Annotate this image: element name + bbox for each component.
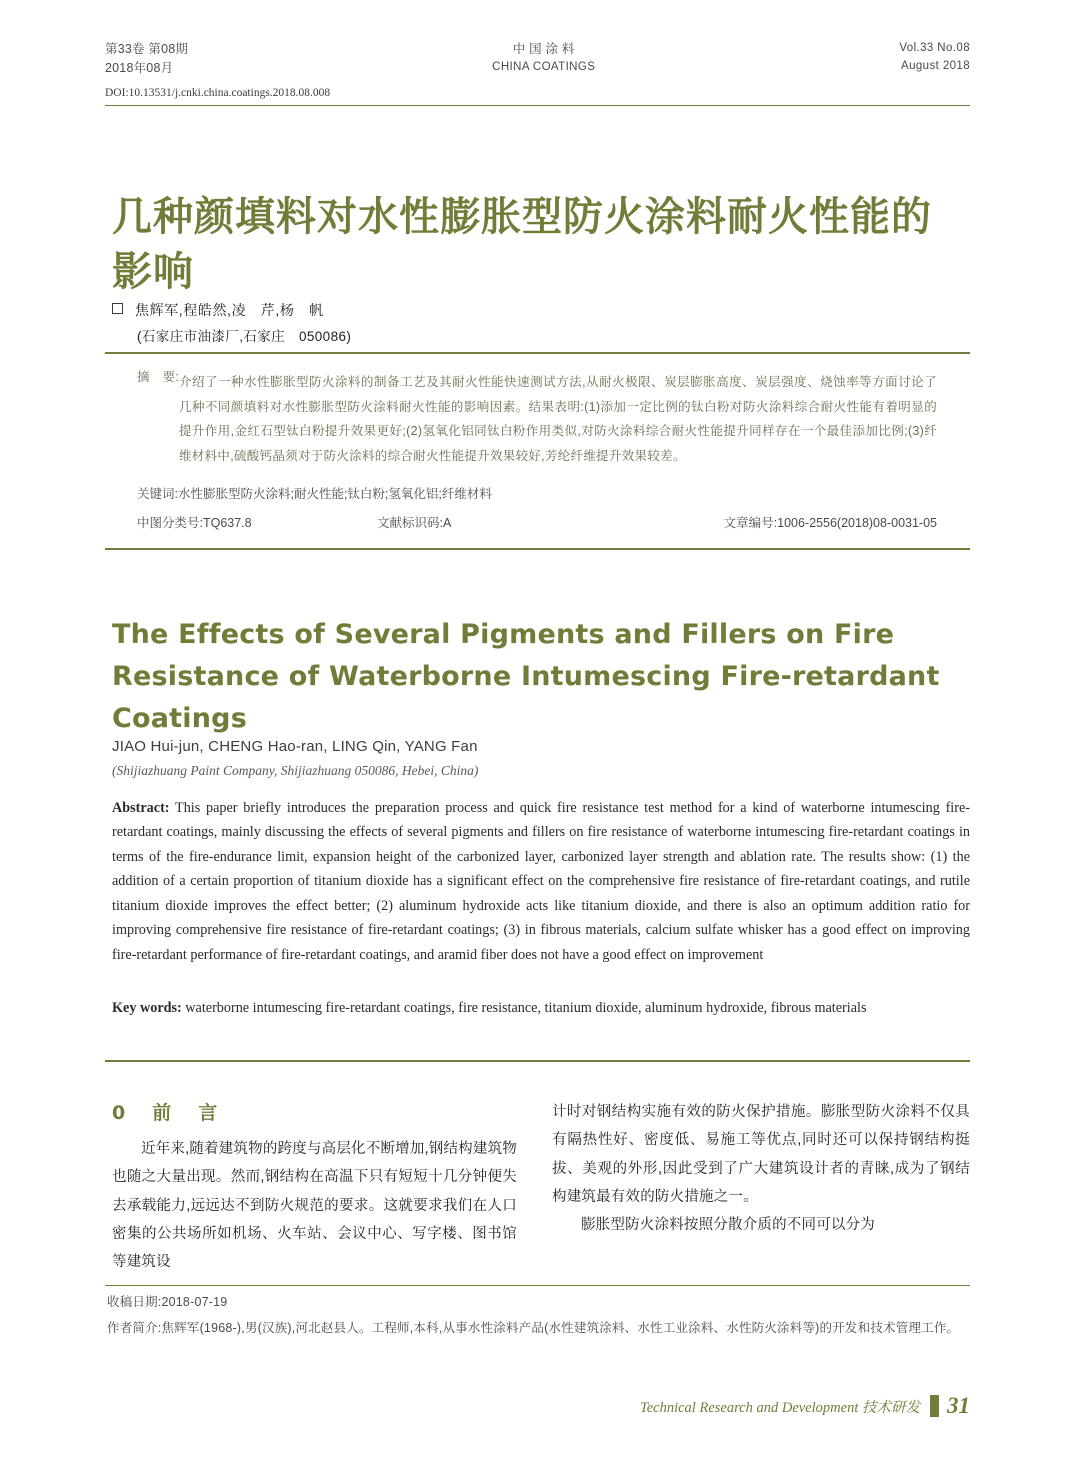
cn-divider (105, 352, 970, 354)
authors-cn (112, 300, 324, 320)
body-paragraph: 近年来,随着建筑物的跨度与高层化不断增加,钢结构建筑物也随之大量出现。然而,钢结构在高温下只有短短十几分钟便失去承载能力,远远达不到防火规范的要求。这就要求我们在人口密集的公共场所如机场、火车站、会议中心、写字楼、图书馆等建筑设 (112, 1141, 517, 1271)
journal-name (492, 40, 595, 77)
mid-divider (105, 548, 970, 550)
document-code: 文献标识码:A (377, 516, 452, 530)
volume-info-en (899, 40, 970, 76)
keywords-en-text: waterborne intumescing fire-retardant coatings, fire resistance, titanium dioxide, aluminum hydroxide, fibrous materials (181, 1000, 867, 1016)
footnote-block (107, 1292, 969, 1340)
doi-line: DOI:10.13531/j.cnki.china.coatings.2018.08.008 (105, 87, 331, 99)
issue-date-en: August 2018 (901, 59, 970, 72)
footnote-divider (105, 1285, 970, 1286)
page-title-cn: 几种颜填料对水性膨胀型防火涂料耐火性能的影响 (112, 193, 932, 295)
section-heading-intro: 0 前 言 (112, 1102, 222, 1124)
header-divider (105, 105, 970, 106)
body-paragraph: 计时对钢结构实施有效的防火保护措施。膨胀型防火涂料不仅具有隔热性好、密度低、易施工等优点,同时还可以保持钢结构挺拔、美观的外形,因此受到了广大建筑设计者的青睐,成为了钢结构建筑最有效的防火措施之一。 (552, 1104, 970, 1205)
clc-number: 中图分类号:TQ637.8 (137, 516, 252, 530)
journal-name-en: CHINA COATINGS (492, 61, 596, 74)
body-column-right (552, 1098, 970, 1239)
page-number: 31 (947, 1393, 970, 1418)
authors-cn-text: 焦辉军,程皓然,凌 芹,杨 帆 (135, 302, 324, 318)
keywords-cn: 关键词:水性膨胀型防火涂料;耐火性能;钛白粉;氢氧化铝;纤维材料 (137, 487, 492, 501)
author-bio: 作者简介:焦辉军(1968-),男(汉族),河北赵县人。工程师,本科,从事水性涂料产品(水性建筑涂料、水性工业涂料、水性防火涂料等)的开发和技术管理工作。 (107, 1320, 960, 1335)
journal-name-cn: 中 国 涂 料 (512, 42, 575, 56)
received-date: 收稿日期:2018-07-19 (107, 1295, 228, 1309)
affiliation-cn: (石家庄市油漆厂,石家庄 050086) (137, 329, 352, 344)
volume-issue-en: Vol.33 No.08 (899, 42, 970, 54)
running-head (105, 40, 970, 79)
issue-info (105, 40, 188, 79)
body-column-left (112, 1135, 517, 1276)
abstract-cn-label: 摘 要: (137, 370, 180, 384)
abstract-divider (105, 1060, 970, 1062)
abstract-en-text: This paper briefly introduces the preparation process and quick fire resistance test method for a kind of waterborne intumescing fire-retardant coatings, mainly discussing the effects of several pigments and fillers on fire resistance of waterborne intumescing fire-retardant coatings in terms of the fire-endurance limit, expansion height of the carbonized layer, carbonized layer strength and ablation rate. The results show: (1) the addition of a certain proportion of titanium dioxide has a significant effect on the comprehensive fire resistance of fire-retardant coatings, and rutile titanium dioxide improves the effect better; (2) aluminum hydroxide acts like titanium dioxide, and there is also an optimum addition ratio for improving comprehensive fire resistance of fire-retardant coatings; (3) in fibrous materials, calcium sulfate whisker has a good effect on improving fire-retardant performance of fire-retardant coatings, and aramid fiber does not have a good effect on improvement (112, 800, 970, 963)
abstract-cn-text: 介绍了一种水性膨胀型防火涂料的制备工艺及其耐火性能快速测试方法,从耐火极限、炭层膨胀高度、炭层强度、烧蚀率等方面讨论了几种不同颜填料对水性膨胀型防火涂料耐火性能的影响因素。结果表明:(1)添加一定比例的钛白粉对防火涂料综合耐火性能有着明显的提升作用,金红石型钛白粉提升效果更好;(2)氢氧化铝同钛白粉作用类似,对防火涂料综合耐火性能提升同样存在一个最佳添加比例;(3)纤维材料中,硫酸钙晶须对于防火涂料的综合耐火性能提升效果较好,芳纶纤维提升效果较差。 (179, 375, 937, 463)
volume-issue: 第33卷 第08期 (105, 42, 189, 56)
classification-codes (137, 513, 937, 531)
authors-en: JIAO Hui-jun, CHENG Hao-ran, LING Qin, YANG Fan (112, 738, 478, 755)
footer-section-label: Technical Research and Development 技术研发 (639, 1399, 920, 1416)
footer-bar-icon (930, 1395, 939, 1417)
page-footer (105, 1393, 970, 1419)
abstract-en (112, 796, 970, 967)
page-title-en: The Effects of Several Pigments and Fillers on Fire Resistance of Waterborne Intumescing Fire-retardant Coatings (112, 619, 940, 735)
keywords-en (112, 996, 970, 1020)
body-paragraph: 膨胀型防火涂料按照分散介质的不同可以分为 (581, 1217, 875, 1234)
article-id: 文章编号:1006-2556(2018)08-0031-05 (723, 516, 937, 530)
keywords-en-label: Key words: (112, 1000, 182, 1016)
abstract-cn (137, 365, 937, 468)
affiliation-en: (Shijiazhuang Paint Company, Shijiazhuang 050086, Hebei, China) (112, 763, 479, 778)
abstract-en-label: Abstract: (112, 800, 170, 816)
square-bullet-icon (112, 303, 123, 314)
issue-date-cn: 2018年08月 (105, 61, 174, 76)
